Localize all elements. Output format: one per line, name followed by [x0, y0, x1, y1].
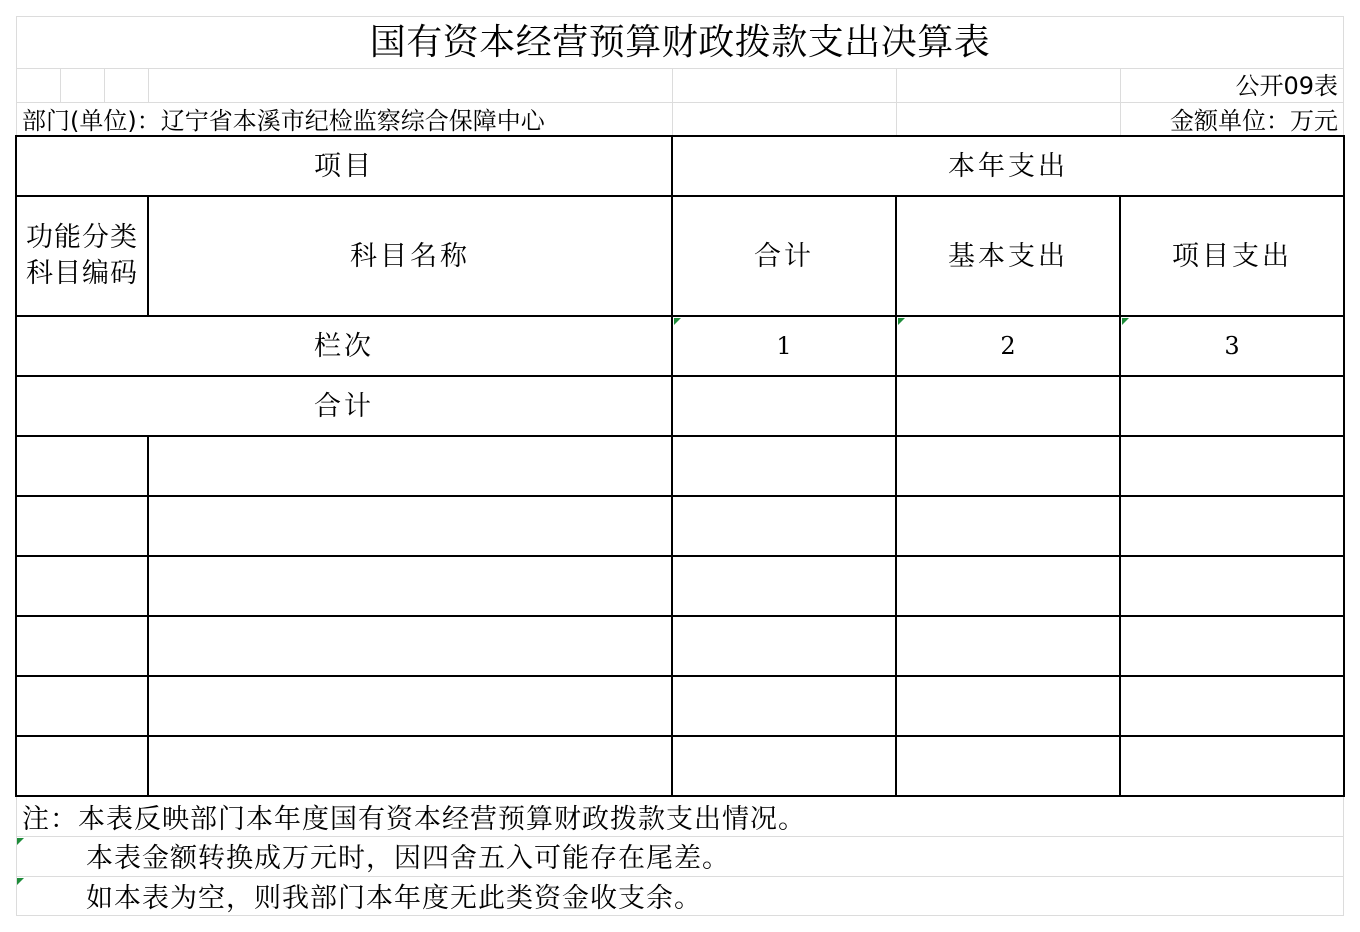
gridline	[60, 68, 61, 102]
table-cell-name[interactable]	[149, 557, 671, 615]
table-cell-code[interactable]	[17, 677, 147, 735]
table-cell-total[interactable]	[673, 497, 895, 555]
column-number-1: 1	[776, 332, 792, 360]
total-row-project[interactable]	[1121, 377, 1343, 435]
column-number-2: 2	[1000, 332, 1016, 360]
table-cell-name[interactable]	[149, 497, 671, 555]
header-item: 项目	[314, 150, 374, 182]
cell-marker-icon	[17, 878, 24, 885]
gridline	[16, 68, 1344, 69]
table-cell-code[interactable]	[17, 557, 147, 615]
table-cell-project[interactable]	[1121, 737, 1343, 795]
table-cell-total[interactable]	[673, 437, 895, 495]
cell-marker-icon	[674, 318, 681, 325]
total-row-basic[interactable]	[897, 377, 1119, 435]
table-cell-total[interactable]	[673, 617, 895, 675]
table-border	[1343, 135, 1345, 797]
table-cell-name[interactable]	[149, 437, 671, 495]
department-label: 部门(单位)：辽宁省本溪市纪检监察综合保障中心	[22, 107, 545, 135]
table-cell-total[interactable]	[673, 557, 895, 615]
table-cell-code[interactable]	[17, 617, 147, 675]
table-cell-code[interactable]	[17, 497, 147, 555]
total-row-label: 合计	[314, 390, 374, 422]
header-project-expense: 项目支出	[1172, 240, 1292, 272]
cell-marker-icon	[1122, 318, 1129, 325]
table-cell-name[interactable]	[149, 617, 671, 675]
table-cell-basic[interactable]	[897, 737, 1119, 795]
gridline	[16, 102, 1344, 103]
table-cell-basic[interactable]	[897, 437, 1119, 495]
unit-label: 金额单位：万元	[1170, 107, 1338, 135]
note-line-2: 本表金额转换成万元时，因四舍五入可能存在尾差。	[86, 843, 730, 874]
gridline	[148, 68, 149, 102]
table-cell-basic[interactable]	[897, 497, 1119, 555]
header-func-code	[17, 197, 147, 315]
table-cell-project[interactable]	[1121, 497, 1343, 555]
gridline	[16, 16, 1344, 17]
gridline	[16, 836, 1344, 837]
gridline	[1120, 68, 1121, 136]
table-border	[15, 795, 1345, 797]
table-cell-basic[interactable]	[897, 557, 1119, 615]
header-func-code-line2: 科目编码	[26, 258, 138, 289]
table-cell-basic[interactable]	[897, 677, 1119, 735]
gridline	[672, 68, 673, 136]
gridline	[16, 876, 1344, 877]
table-cell-project[interactable]	[1121, 617, 1343, 675]
gridline	[104, 68, 105, 102]
header-subject-name: 科目名称	[350, 240, 470, 272]
note-line-1: 注：本表反映部门本年度国有资本经营预算财政拨款支出情况。	[22, 804, 806, 835]
table-cell-project[interactable]	[1121, 437, 1343, 495]
table-cell-project[interactable]	[1121, 677, 1343, 735]
cell-marker-icon	[17, 838, 24, 845]
header-current-year-expense: 本年支出	[948, 150, 1068, 182]
table-cell-code[interactable]	[17, 737, 147, 795]
header-basic-expense: 基本支出	[948, 240, 1068, 272]
table-cell-code[interactable]	[17, 437, 147, 495]
header-func-code-line1: 功能分类	[26, 222, 138, 253]
table-cell-total[interactable]	[673, 737, 895, 795]
total-row-total[interactable]	[673, 377, 895, 435]
note-line-3: 如本表为空，则我部门本年度无此类资金收支余。	[86, 883, 702, 914]
cell-marker-icon	[898, 318, 905, 325]
gridline	[1343, 796, 1344, 916]
table-cell-project[interactable]	[1121, 557, 1343, 615]
column-row-label: 栏次	[314, 330, 374, 362]
gridline	[16, 915, 1344, 916]
gridline	[16, 796, 17, 916]
table-cell-name[interactable]	[149, 737, 671, 795]
header-total: 合计	[754, 240, 814, 272]
column-number-3: 3	[1224, 332, 1240, 360]
table-cell-total[interactable]	[673, 677, 895, 735]
gridline	[896, 68, 897, 136]
page-title: 国有资本经营预算财政拨款支出决算表	[369, 22, 991, 63]
table-cell-basic[interactable]	[897, 617, 1119, 675]
table-cell-name[interactable]	[149, 677, 671, 735]
form-code: 公开09表	[1235, 72, 1338, 100]
